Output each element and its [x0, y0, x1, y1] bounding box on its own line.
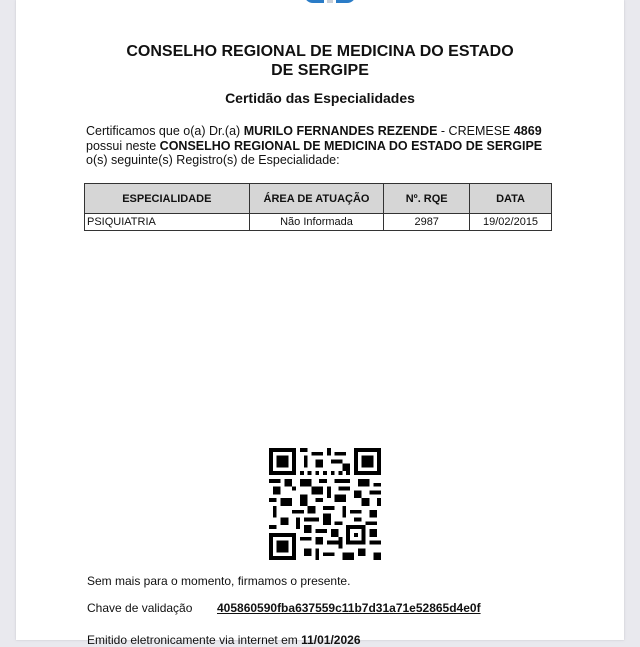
- emission-date: 11/01/2026: [301, 633, 361, 647]
- title-line-1: CONSELHO REGIONAL DE MEDICINA DO ESTADO: [126, 43, 514, 60]
- column-header-rqe: Nº. RQE: [384, 184, 470, 214]
- crm-logo-icon: [298, 0, 362, 4]
- cell-date: 19/02/2015: [470, 214, 552, 231]
- specialties-table: [84, 183, 552, 231]
- intro-text: possui neste: [86, 138, 160, 153]
- emission-text: Emitido eletronicamente via internet em: [87, 633, 302, 647]
- certification-statement: [86, 124, 558, 168]
- table-row: [85, 214, 552, 231]
- emission-statement: [87, 633, 361, 647]
- closing-statement: Sem mais para o momento, firmamos o presente.: [87, 574, 351, 588]
- title-line-2: DE SERGIPE: [271, 62, 369, 79]
- cell-rqe: 2987: [384, 214, 470, 231]
- crm-number: 4869: [513, 124, 542, 138]
- cell-specialty: PSIQUIATRIA: [85, 214, 250, 231]
- validation-key-value[interactable]: 405860590fba637559c11b7d31a71e52865d4e0f: [217, 601, 481, 615]
- intro-text: o(s) seguinte(s) Registro(s) de Especialidade:: [86, 153, 340, 167]
- qr-code-icon: [269, 448, 381, 560]
- validation-key-label: Chave de validação: [87, 601, 193, 615]
- doctor-name: MURILO FERNANDES REZENDE: [243, 124, 438, 138]
- table-header-row: [85, 184, 552, 214]
- intro-text: Certificamos que o(a) Dr.(a): [86, 124, 244, 138]
- document-subtitle: Certidão das Especialidades: [225, 90, 415, 106]
- certificate-page: [16, 0, 624, 647]
- page-title: [16, 42, 624, 80]
- column-header-area: ÁREA DE ATUAÇÃO: [249, 184, 384, 214]
- intro-text: - CREMESE: [437, 124, 514, 138]
- council-name: CONSELHO REGIONAL DE MEDICINA DO ESTADO DE SERGIPE: [159, 138, 543, 153]
- column-header-date: DATA: [470, 184, 552, 214]
- column-header-specialty: ESPECIALIDADE: [85, 184, 250, 214]
- cell-area: Não Informada: [249, 214, 384, 231]
